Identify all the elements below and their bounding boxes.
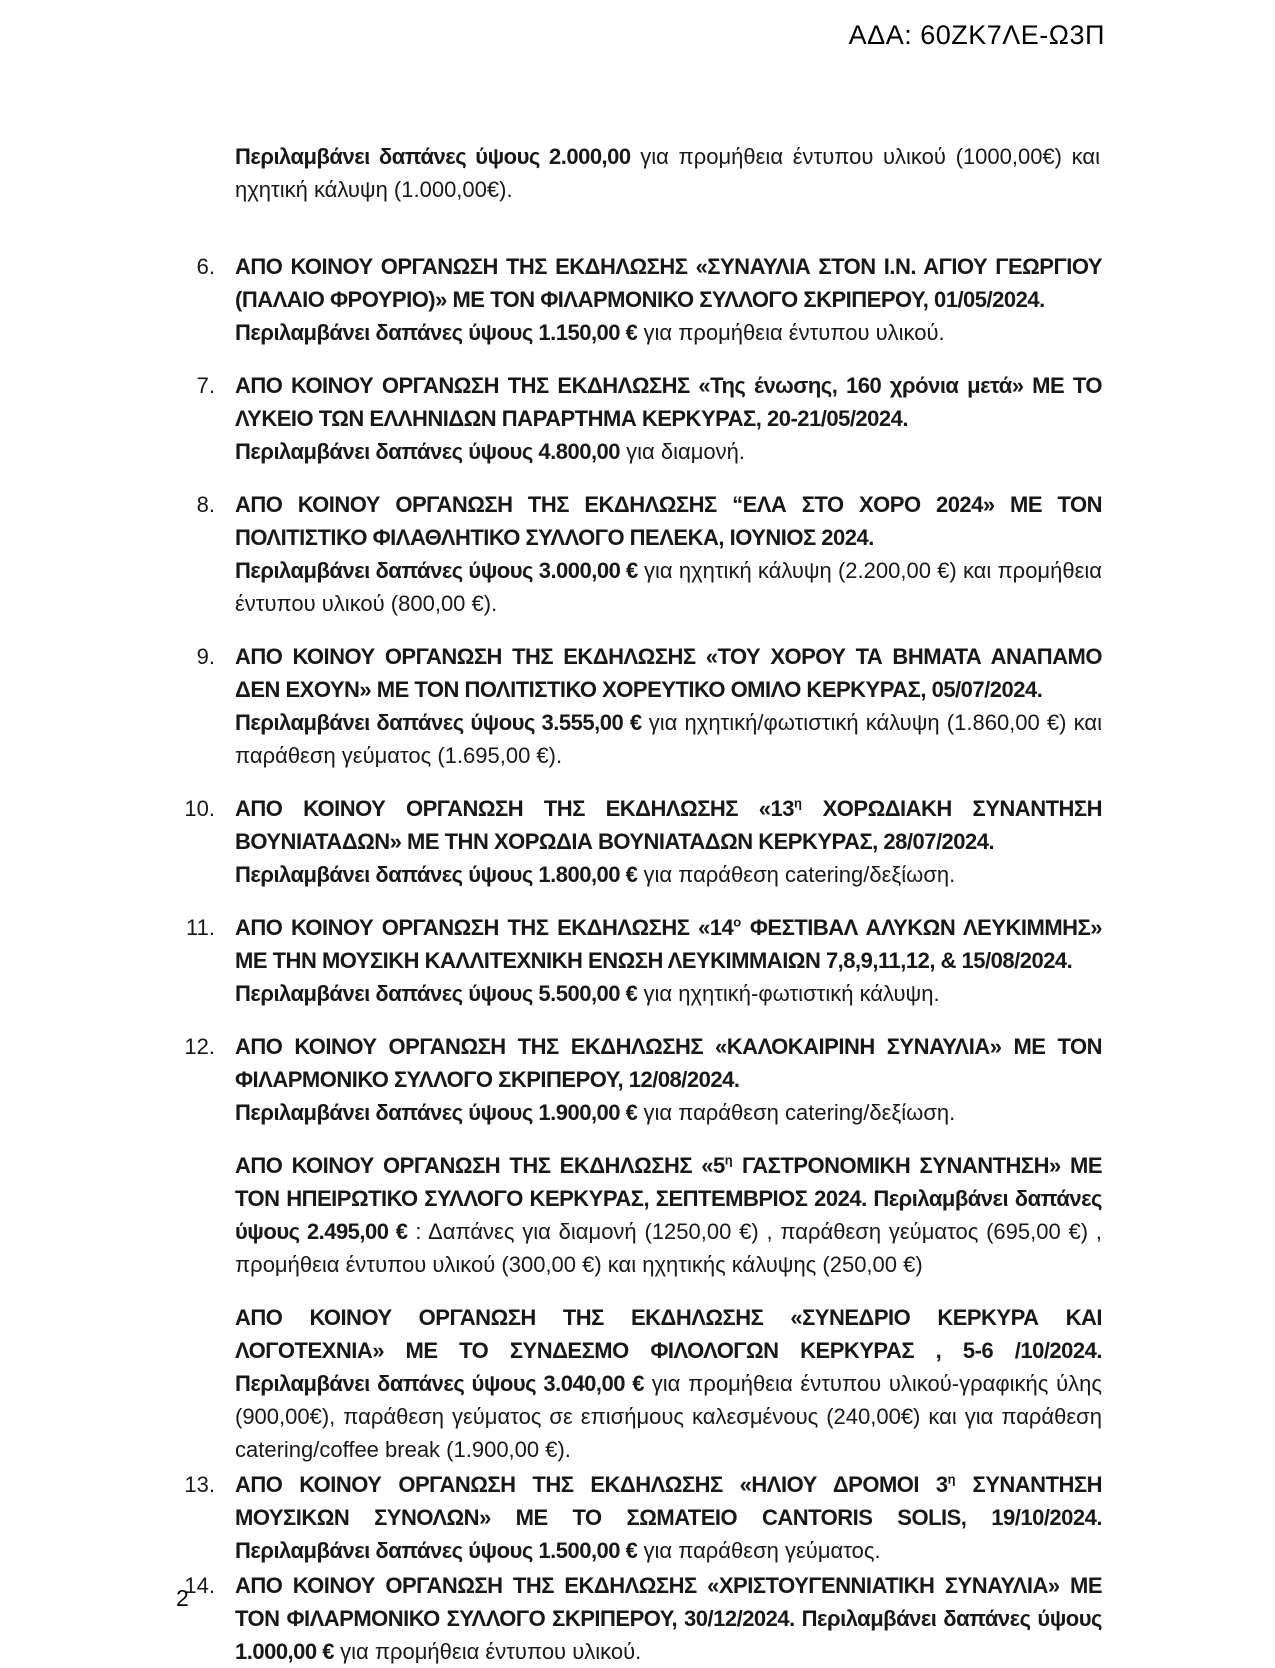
- item-number: [180, 1149, 235, 1281]
- item-title-text: ΑΠΟ ΚΟΙΝΟΥ ΟΡΓΑΝΩΣΗ ΤΗΣ ΕΚΔΗΛΩΣΗΣ «Της ένωσης, 160 χρόνια μετά» ΜΕ ΤΟ ΛΥΚΕΙΟ ΤΩΝ ΕΛΛΗΝΙΔΩΝ ΠΑΡΑΡΤΗΜΑ ΚΕΡΚΥΡΑΣ, 20-21/05/2024.: [235, 373, 1102, 431]
- item-number: 12.: [184, 1034, 215, 1059]
- expense-bold-text: Περιλαμβάνει δαπάνες ύψους 5.500,00 €: [235, 981, 638, 1006]
- expense-bold-text: Περιλαμβάνει δαπάνες ύψους 3.000,00 €: [235, 558, 638, 583]
- item-title-text: ΑΠΟ ΚΟΙΝΟΥ ΟΡΓΑΝΩΣΗ ΤΗΣ ΕΚΔΗΛΩΣΗΣ «ΤΟΥ ΧΟΡΟΥ ΤΑ ΒΗΜΑΤΑ ΑΝΑΠΑΜΟ ΔΕΝ ΕΧΟΥΝ» ΜΕ ΤΟΝ ΠΟΛΙΤΙΣΤΙΚΟ ΧΟΡΕΥΤΙΚΟ ΟΜΙΛΟ ΚΕΡΚΥΡΑΣ, 05/07/2024.: [235, 644, 1102, 702]
- item-title: [235, 640, 1102, 706]
- expense-bold-text: Περιλαμβάνει δαπάνες ύψους 4.800,00: [235, 439, 621, 464]
- item-title: [235, 911, 1102, 977]
- item-title: [235, 488, 1102, 554]
- item-number: 11.: [186, 915, 215, 940]
- item-content: [235, 1468, 1102, 1567]
- item-number: 14.: [184, 1573, 215, 1598]
- expense-regular-text: για προμήθεια έντυπου υλικού.: [637, 320, 945, 345]
- list-item-11: [180, 911, 1102, 1010]
- item-content: [235, 369, 1102, 468]
- item-content: [235, 792, 1102, 891]
- expense-regular-text: για προμήθεια έντυπου υλικού.: [333, 1639, 642, 1664]
- item-content: [235, 640, 1102, 772]
- item-number: [180, 1301, 235, 1466]
- expense-regular-text: για παράθεση γεύματος.: [637, 1538, 881, 1563]
- item-title-text: ΑΠΟ ΚΟΙΝΟΥ ΟΡΓΑΝΩΣΗ ΤΗΣ ΕΚΔΗΛΩΣΗΣ “ΕΛΑ ΣΤΟ ΧΟΡΟ 2024» ΜΕ ΤΟΝ ΠΟΛΙΤΙΣΤΙΚΟ ΦΙΛΑΘΛΗΤΙΚΟ ΣΥΛΛΟΓΟ ΠΕΛΕΚΑ, ΙΟΥΝΙΟΣ 2024.: [235, 492, 1102, 550]
- ordinal-superscript: η: [793, 795, 802, 811]
- item-title-text: ΑΠΟ ΚΟΙΝΟΥ ΟΡΓΑΝΩΣΗ ΤΗΣ ΕΚΔΗΛΩΣΗΣ «ΣΥΝΑΥΛΙΑ ΣΤΟΝ Ι.Ν. ΑΓΙΟΥ ΓΕΩΡΓΙΟΥ (ΠΑΛΑΙΟ ΦΡΟΥΡΙΟ)» ΜΕ ΤΟΝ ΦΙΛΑΡΜΟΝΙΚΟ ΣΥΛΛΟΓΟ ΣΚΡΙΠΕΡΟΥ, 01/05/2024.: [235, 254, 1102, 312]
- item-title-text: ΑΠΟ ΚΟΙΝΟΥ ΟΡΓΑΝΩΣΗ ΤΗΣ ΕΚΔΗΛΩΣΗΣ «14: [235, 915, 734, 940]
- item-title-text: ΓΑΣΤΡΟΝΟΜΙΚΗ ΣΥΝΑΝΤΗΣΗ» ΜΕ ΤΟΝ ΗΠΕΙΡΩΤΙΚΟ ΣΥΛΛΟΓΟ ΚΕΡΚΥΡΑΣ, ΣΕΠΤΕΜΒΡΙΟΣ 2024. Περιλαμβάνει δαπάνες ύψους 2.495,00 €: [235, 1153, 1102, 1244]
- expense-regular-text: : Δαπάνες για διαμονή (1250,00 €) , παράθεση γεύματος (695,00 €) , προμήθεια έντυπου υλικού (300,00 €) και ηχητικής κάλυψης (250,00 €): [235, 1219, 1102, 1277]
- item-content: [235, 1301, 1102, 1466]
- item-expense: [235, 316, 1102, 349]
- list-item-7: [180, 369, 1102, 468]
- item-number: 8.: [196, 492, 215, 517]
- expense-regular-text: για διαμονή.: [620, 439, 745, 464]
- list-item-6: [180, 250, 1102, 349]
- item-expense: [235, 977, 1102, 1010]
- list-item-13: [180, 1468, 1102, 1567]
- item-title-text: ΦΕΣΤΙΒΑΛ ΑΛΥΚΩΝ ΛΕΥΚΙΜΜΗΣ» ΜΕ ΤΗΝ ΜΟΥΣΙΚΗ ΚΑΛΛΙΤΕΧΝΙΚΗ ΕΝΩΣΗ ΛΕΥΚΙΜΜΑΙΩΝ 7,8,9,11,12, & 15/08/2024.: [235, 915, 1102, 973]
- item-content: [235, 488, 1102, 620]
- expense-bold-text: Περιλαμβάνει δαπάνες ύψους 1.800,00 €: [235, 862, 638, 887]
- expense-regular-text: για ηχητική-φωτιστική κάλυψη.: [637, 981, 940, 1006]
- item-title-text: ΑΠΟ ΚΟΙΝΟΥ ΟΡΓΑΝΩΣΗ ΤΗΣ ΕΚΔΗΛΩΣΗΣ «13: [235, 796, 794, 821]
- item-title: [235, 250, 1102, 316]
- item-expense: [235, 706, 1102, 772]
- expense-regular-text: για παράθεση catering/δεξίωση.: [637, 862, 956, 887]
- item-title-text: ΑΠΟ ΚΟΙΝΟΥ ΟΡΓΑΝΩΣΗ ΤΗΣ ΕΚΔΗΛΩΣΗΣ «5: [235, 1153, 725, 1178]
- expense-bold-text: Περιλαμβάνει δαπάνες ύψους 3.555,00 €: [235, 710, 642, 735]
- item-title-text: ΑΠΟ ΚΟΙΝΟΥ ΟΡΓΑΝΩΣΗ ΤΗΣ ΕΚΔΗΛΩΣΗΣ «ΗΛΙΟΥ ΔΡΟΜΟΙ 3: [235, 1472, 948, 1497]
- item-title: [235, 792, 1102, 858]
- expense-bold-text: Περιλαμβάνει δαπάνες ύψους 1.150,00 €: [235, 320, 638, 345]
- item-number: 6.: [196, 254, 215, 279]
- expense-regular-text: για ηχητική/φωτιστική κάλυψη (1.860,00 €) και παράθεση γεύματος (1.695,00 €).: [235, 710, 1102, 768]
- item-expense: [235, 1096, 1102, 1129]
- item-title-text: ΧΟΡΩΔΙΑΚΗ ΣΥΝΑΝΤΗΣΗ ΒΟΥΝΙΑΤΑΔΩΝ» ΜΕ ΤΗΝ ΧΟΡΩΔΙΑ ΒΟΥΝΙΑΤΑΔΩΝ ΚΕΡΚΥΡΑΣ, 28/07/2024.: [235, 796, 1102, 854]
- intro-paragraph: [235, 140, 1100, 206]
- expense-regular-text: για παράθεση catering/δεξίωση.: [637, 1100, 956, 1125]
- item-content: [235, 1569, 1102, 1668]
- ordinal-superscript: η: [724, 1152, 733, 1168]
- intro-bold-text: Περιλαμβάνει δαπάνες ύψους 2.000,00: [235, 144, 631, 169]
- list-item-8: [180, 488, 1102, 620]
- paragraph-literature-event: [180, 1301, 1102, 1466]
- item-expense: [235, 554, 1102, 620]
- list-item-10: [180, 792, 1102, 891]
- item-title: [235, 1030, 1102, 1096]
- expense-bold-text: Περιλαμβάνει δαπάνες ύψους 1.900,00 €: [235, 1100, 638, 1125]
- item-content: [235, 1030, 1102, 1129]
- item-expense: [235, 858, 1102, 891]
- item-title-text: ΑΠΟ ΚΟΙΝΟΥ ΟΡΓΑΝΩΣΗ ΤΗΣ ΕΚΔΗΛΩΣΗΣ «ΣΥΝΕΔΡΙΟ ΚΕΡΚΥΡΑ ΚΑΙ ΛΟΓΟΤΕΧΝΙΑ» ΜΕ ΤΟ ΣΥΝΔΕΣΜΟ ΦΙΛΟΛΟΓΩΝ ΚΕΡΚΥΡΑΣ , 5-6 /10/2024. Περιλαμβάνει δαπάνες ύψους 3.040,00 €: [235, 1305, 1102, 1396]
- item-expense: [235, 435, 1102, 468]
- item-content: [235, 250, 1102, 349]
- list-item-14: [180, 1569, 1102, 1668]
- item-title-text: ΑΠΟ ΚΟΙΝΟΥ ΟΡΓΑΝΩΣΗ ΤΗΣ ΕΚΔΗΛΩΣΗΣ «ΧΡΙΣΤΟΥΓΕΝΝΙΑΤΙΚΗ ΣΥΝΑΥΛΙΑ» ΜΕ ΤΟΝ ΦΙΛΑΡΜΟΝΙΚΟ ΣΥΛΛΟΓΟ ΣΚΡΙΠΕΡΟΥ, 30/12/2024. Περιλαμβάνει δαπάνες ύψους 1.000,00 €: [235, 1573, 1102, 1664]
- item-number: 13.: [184, 1472, 215, 1497]
- item-title-text: ΣΥΝΑΝΤΗΣΗ ΜΟΥΣΙΚΩΝ ΣΥΝΟΛΩΝ» ΜΕ ΤΟ ΣΩΜΑΤΕΙΟ CANTORIS SOLIS, 19/10/2024. Περιλαμβάνει δαπάνες ύψους 1.500,00 €: [235, 1472, 1102, 1563]
- expense-regular-text: για προμήθεια έντυπου υλικού-γραφικής ύλης (900,00€), παράθεση γεύματος σε επισήμους καλεσμένους (240,00€) και για παράθεση catering/coffee break (1.900,00 €).: [235, 1371, 1102, 1462]
- item-title: [235, 369, 1102, 435]
- item-content: [235, 1149, 1102, 1281]
- item-number: 10.: [184, 796, 215, 821]
- item-number: 7.: [196, 373, 215, 398]
- item-title-text: ΑΠΟ ΚΟΙΝΟΥ ΟΡΓΑΝΩΣΗ ΤΗΣ ΕΚΔΗΛΩΣΗΣ «ΚΑΛΟΚΑΙΡΙΝΗ ΣΥΝΑΥΛΙΑ» ΜΕ ΤΟΝ ΦΙΛΑΡΜΟΝΙΚΟ ΣΥΛΛΟΓΟ ΣΚΡΙΠΕΡΟΥ, 12/08/2024.: [235, 1034, 1102, 1092]
- item-content: [235, 911, 1102, 1010]
- intro-regular-text: για προμήθεια έντυπου υλικού (1000,00€) και ηχητική κάλυψη (1.000,00€).: [235, 144, 1100, 202]
- ordinal-superscript: ο: [733, 914, 742, 930]
- item-number: 9.: [196, 644, 215, 669]
- ordinal-superscript: η: [947, 1471, 956, 1487]
- page-number: 2: [176, 1585, 189, 1611]
- list-item-12: [180, 1030, 1102, 1129]
- list-item-9: [180, 640, 1102, 772]
- ada-code: ΑΔΑ: 60ZK7ΛΕ-Ω3Π: [848, 20, 1105, 50]
- paragraph-gastronomy-event: [180, 1149, 1102, 1281]
- expense-regular-text: για ηχητική κάλυψη (2.200,00 €) και προμήθεια έντυπου υλικού (800,00 €).: [235, 558, 1102, 616]
- document-body: [180, 140, 1102, 1668]
